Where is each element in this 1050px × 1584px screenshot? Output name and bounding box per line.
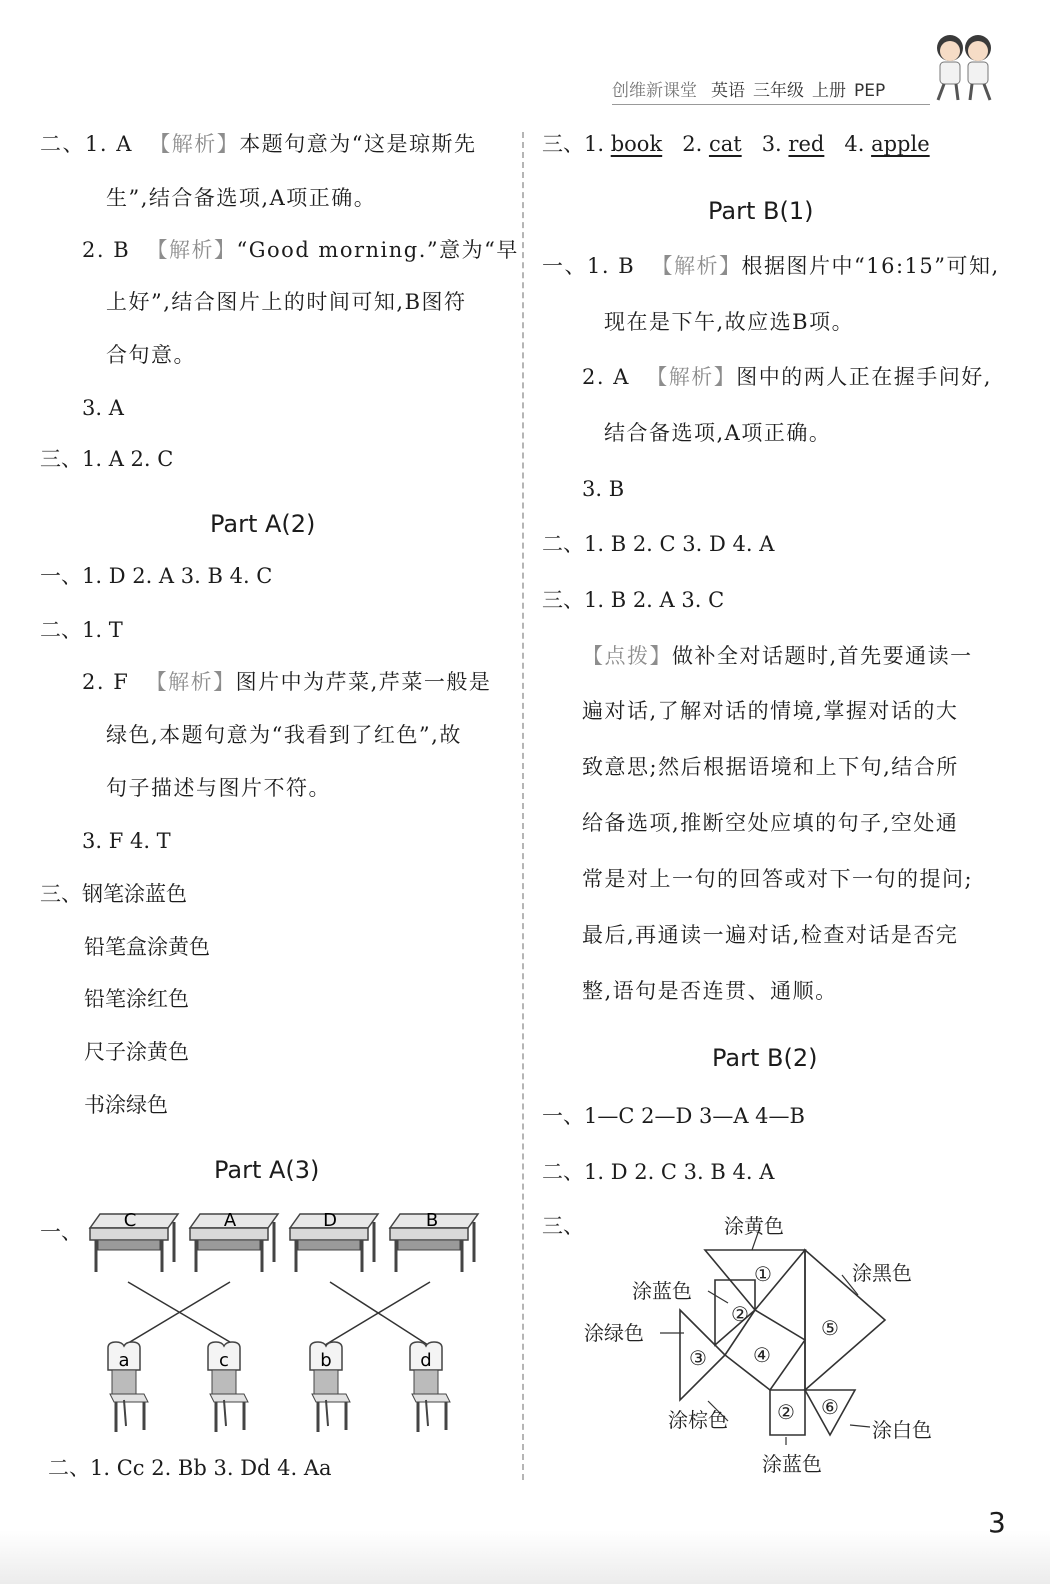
color-label-blue-2: 涂蓝色 — [762, 1452, 822, 1476]
right-line-11: 致意思;然后根据语境和上下句,结合所 — [582, 755, 959, 779]
edition: PEP — [854, 81, 886, 101]
chair-label: d — [420, 1350, 432, 1371]
left-line-13: 3. F 4. T — [82, 829, 171, 853]
header-rule — [612, 104, 930, 105]
right-line-1: 三、1. book 2. cat 3. red 4. apple — [542, 132, 930, 156]
label-pointer — [850, 1425, 870, 1427]
left-line-15: 铅笔盒涂黄色 — [84, 935, 210, 959]
grade: 三年级 — [753, 81, 804, 101]
left-line-19: 一、 — [40, 1220, 82, 1244]
right-line-7: 二、1. B 2. C 3. D 4. A — [542, 532, 775, 556]
right-line-6: 3. B — [582, 477, 625, 501]
section-title-part-b2: Part B(2) — [712, 1044, 818, 1072]
piece-number: ⑥ — [821, 1395, 839, 1419]
right-line-2: 一、1. B 【解析】根据图片中“16:15”可知, — [542, 254, 1000, 278]
desk-label: B — [425, 1210, 439, 1231]
right-line-9: 【点拨】做补全对话题时,首先要通读一 — [582, 644, 973, 668]
piece-number: ④ — [753, 1343, 771, 1367]
left-line-14: 三、钢笔涂蓝色 — [40, 882, 187, 906]
volume: 上册 — [812, 81, 846, 101]
left-line-11: 绿色,本题句意为“我看到了红色”,故 — [106, 723, 462, 747]
left-line-20: 二、1. Cc 2. Bb 3. Dd 4. Aa — [48, 1456, 332, 1480]
desk-chair-matching-figure — [80, 1200, 500, 1440]
page-header — [612, 76, 885, 101]
tangram-figure — [580, 1205, 940, 1485]
left-line-3: 2. B 【解析】“Good morning.”意为“早 — [82, 238, 519, 262]
chair-label: a — [118, 1350, 130, 1371]
desk-label: C — [123, 1210, 137, 1231]
section-title-part-a2: Part A(2) — [210, 510, 316, 538]
chair-label: c — [219, 1350, 229, 1371]
desk-label: A — [223, 1210, 237, 1231]
left-line-7: 三、1. A 2. C — [40, 447, 174, 471]
right-line-12: 给备选项,推断空处应填的句子,空处通 — [582, 811, 959, 835]
right-line-5: 结合备选项,A项正确。 — [604, 421, 832, 445]
color-label-blue: 涂蓝色 — [632, 1279, 692, 1303]
page-bottom-shade — [0, 1530, 1050, 1584]
subject: 英语 — [711, 81, 745, 101]
right-line-18: 三、 — [542, 1214, 584, 1238]
right-line-8: 三、1. B 2. A 3. C — [542, 588, 725, 612]
piece-number: ⑤ — [821, 1316, 839, 1340]
piece-number: ③ — [689, 1346, 707, 1370]
right-line-14: 最后,再通读一遍对话,检查对话是否完 — [582, 923, 959, 947]
right-line-15: 整,语句是否连贯、通顺。 — [582, 979, 838, 1003]
left-line-16: 铅笔涂红色 — [84, 987, 189, 1011]
color-label-yellow: 涂黄色 — [724, 1214, 784, 1238]
color-label-black: 涂黑色 — [852, 1261, 912, 1285]
left-line-18: 书涂绿色 — [84, 1093, 168, 1117]
color-label-green: 涂绿色 — [584, 1321, 644, 1345]
section-title-part-a3: Part A(3) — [214, 1156, 320, 1184]
right-line-4: 2. A 【解析】图中的两人正在握手问好, — [582, 365, 992, 389]
page-number: 3 — [988, 1506, 1006, 1539]
label-pointer — [708, 1291, 728, 1303]
left-line-10: 2. F 【解析】图片中为芹菜,芹菜一般是 — [82, 670, 492, 694]
match-line — [125, 1282, 230, 1345]
chair-label: b — [320, 1350, 332, 1371]
right-line-3: 现在是下午,故应选B项。 — [604, 310, 855, 334]
left-line-8: 一、1. D 2. A 3. B 4. C — [40, 564, 273, 588]
desk-label: D — [323, 1210, 337, 1231]
left-line-1: 二、1. A 【解析】本题句意为“这是琼斯先 — [40, 132, 477, 156]
left-line-12: 句子描述与图片不符。 — [106, 776, 331, 800]
piece-number: ② — [777, 1400, 795, 1424]
section-title-part-b1: Part B(1) — [708, 197, 814, 225]
left-line-4: 上好”,结合图片上的时间可知,B图符 — [106, 290, 467, 314]
color-label-white: 涂白色 — [872, 1418, 932, 1442]
right-line-13: 常是对上一句的回答或对下一句的提问; — [582, 867, 974, 891]
left-line-17: 尺子涂黄色 — [84, 1040, 189, 1064]
kids-illustration — [928, 28, 1000, 104]
column-divider — [522, 132, 524, 1480]
piece-number: ① — [754, 1262, 772, 1286]
left-line-2: 生”,结合备选项,A项正确。 — [106, 186, 377, 210]
left-line-6: 3. A — [82, 396, 124, 420]
piece-number: ② — [731, 1302, 749, 1326]
match-line — [128, 1282, 235, 1345]
right-line-17: 二、1. D 2. C 3. B 4. A — [542, 1160, 775, 1184]
color-label-brown: 涂棕色 — [668, 1408, 728, 1432]
right-line-10: 遍对话,了解对话的情境,掌握对话的大 — [582, 699, 959, 723]
left-line-9: 二、1. T — [40, 618, 123, 642]
left-line-5: 合句意。 — [106, 343, 196, 367]
right-line-16: 一、1—C 2—D 3—A 4—B — [542, 1104, 805, 1128]
brand-name: 创维新课堂 — [612, 81, 697, 101]
